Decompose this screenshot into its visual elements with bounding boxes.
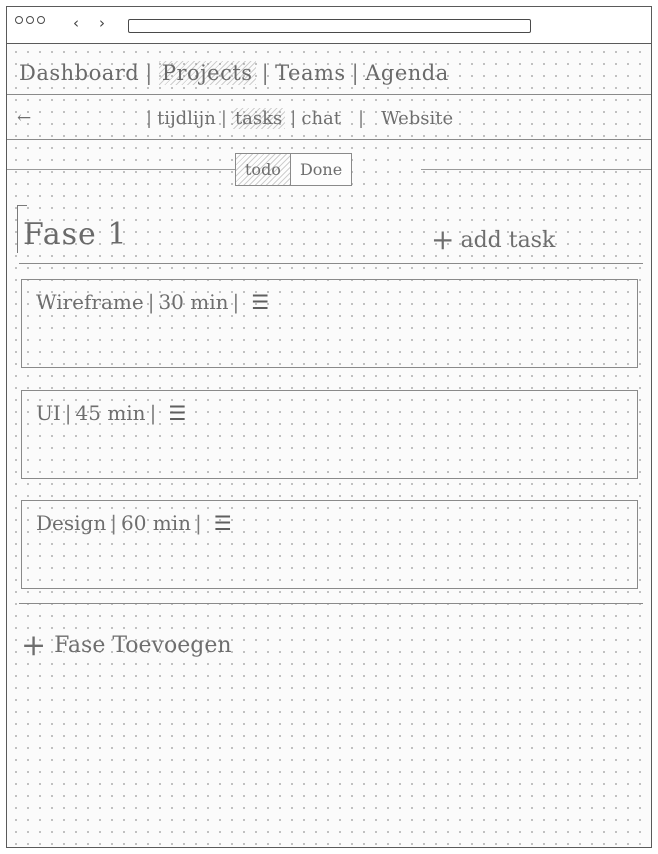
nav-separator: | xyxy=(351,60,360,85)
nav-item-projects[interactable]: Projects xyxy=(159,61,256,85)
back-arrow-icon[interactable]: ‹ xyxy=(73,14,79,32)
project-subnav xyxy=(7,100,651,140)
task-card[interactable] xyxy=(21,500,638,589)
toggle-guide-line xyxy=(421,169,652,170)
task-duration: 45 min xyxy=(75,401,146,425)
hamburger-menu-icon[interactable]: ☰ xyxy=(251,290,270,314)
phase-title: Fase 1 xyxy=(23,217,128,252)
add-task-button[interactable] xyxy=(431,221,555,254)
browser-toolbar xyxy=(7,7,651,44)
task-card[interactable] xyxy=(21,279,638,368)
subnav-item-chat[interactable]: chat xyxy=(301,108,342,129)
address-bar[interactable] xyxy=(128,19,531,33)
subnav-item-tijdlijn[interactable]: tijdlijn xyxy=(157,108,216,129)
add-phase-label: Fase Toevoegen xyxy=(54,633,232,658)
window-dot-icon[interactable] xyxy=(26,16,34,24)
subnav-separator: | xyxy=(146,108,153,129)
nav-item-agenda[interactable]: Agenda xyxy=(365,60,449,85)
subnav-item-website[interactable]: Website xyxy=(381,108,454,129)
nav-item-dashboard[interactable]: Dashboard xyxy=(19,60,140,85)
plus-icon: + xyxy=(431,223,455,256)
subnav-separator: | xyxy=(290,108,297,129)
main-nav xyxy=(7,51,651,95)
task-label: Design | 60 min | ☰ xyxy=(36,511,232,535)
task-label: UI | 45 min | ☰ xyxy=(36,401,187,425)
toggle-guide-line xyxy=(7,169,235,170)
task-duration: 30 min xyxy=(158,290,229,314)
plus-icon: + xyxy=(21,628,47,663)
phase-header xyxy=(17,205,637,263)
back-arrow-icon[interactable]: ← xyxy=(17,108,32,128)
add-task-label: add task xyxy=(460,228,556,253)
add-phase-button[interactable] xyxy=(21,625,232,663)
subnav-separator: | xyxy=(220,108,227,129)
subnav-item-tasks[interactable]: tasks xyxy=(232,108,285,129)
nav-item-teams[interactable]: Teams xyxy=(275,60,346,85)
tasks-divider xyxy=(19,603,643,604)
done-toggle-button[interactable]: Done xyxy=(291,154,351,185)
window-dot-icon[interactable] xyxy=(37,16,45,24)
phase-divider xyxy=(19,263,643,264)
task-duration: 60 min xyxy=(120,511,192,535)
hamburger-menu-icon[interactable]: ☰ xyxy=(168,401,187,425)
window-controls xyxy=(15,16,45,24)
forward-arrow-icon[interactable]: › xyxy=(99,14,105,32)
nav-separator: | xyxy=(261,60,270,85)
task-name: Design xyxy=(36,511,107,535)
status-toggle xyxy=(235,153,352,186)
task-name: Wireframe xyxy=(36,290,144,314)
browser-window xyxy=(6,6,652,848)
nav-separator: | xyxy=(145,60,153,85)
hamburger-menu-icon[interactable]: ☰ xyxy=(213,511,232,535)
task-card[interactable] xyxy=(21,390,638,479)
window-dot-icon[interactable] xyxy=(15,16,23,24)
task-label: Wireframe | 30 min | ☰ xyxy=(36,290,270,314)
task-name: UI xyxy=(36,401,61,425)
todo-toggle-button[interactable]: todo xyxy=(236,154,291,185)
subnav-separator: | xyxy=(358,108,365,129)
